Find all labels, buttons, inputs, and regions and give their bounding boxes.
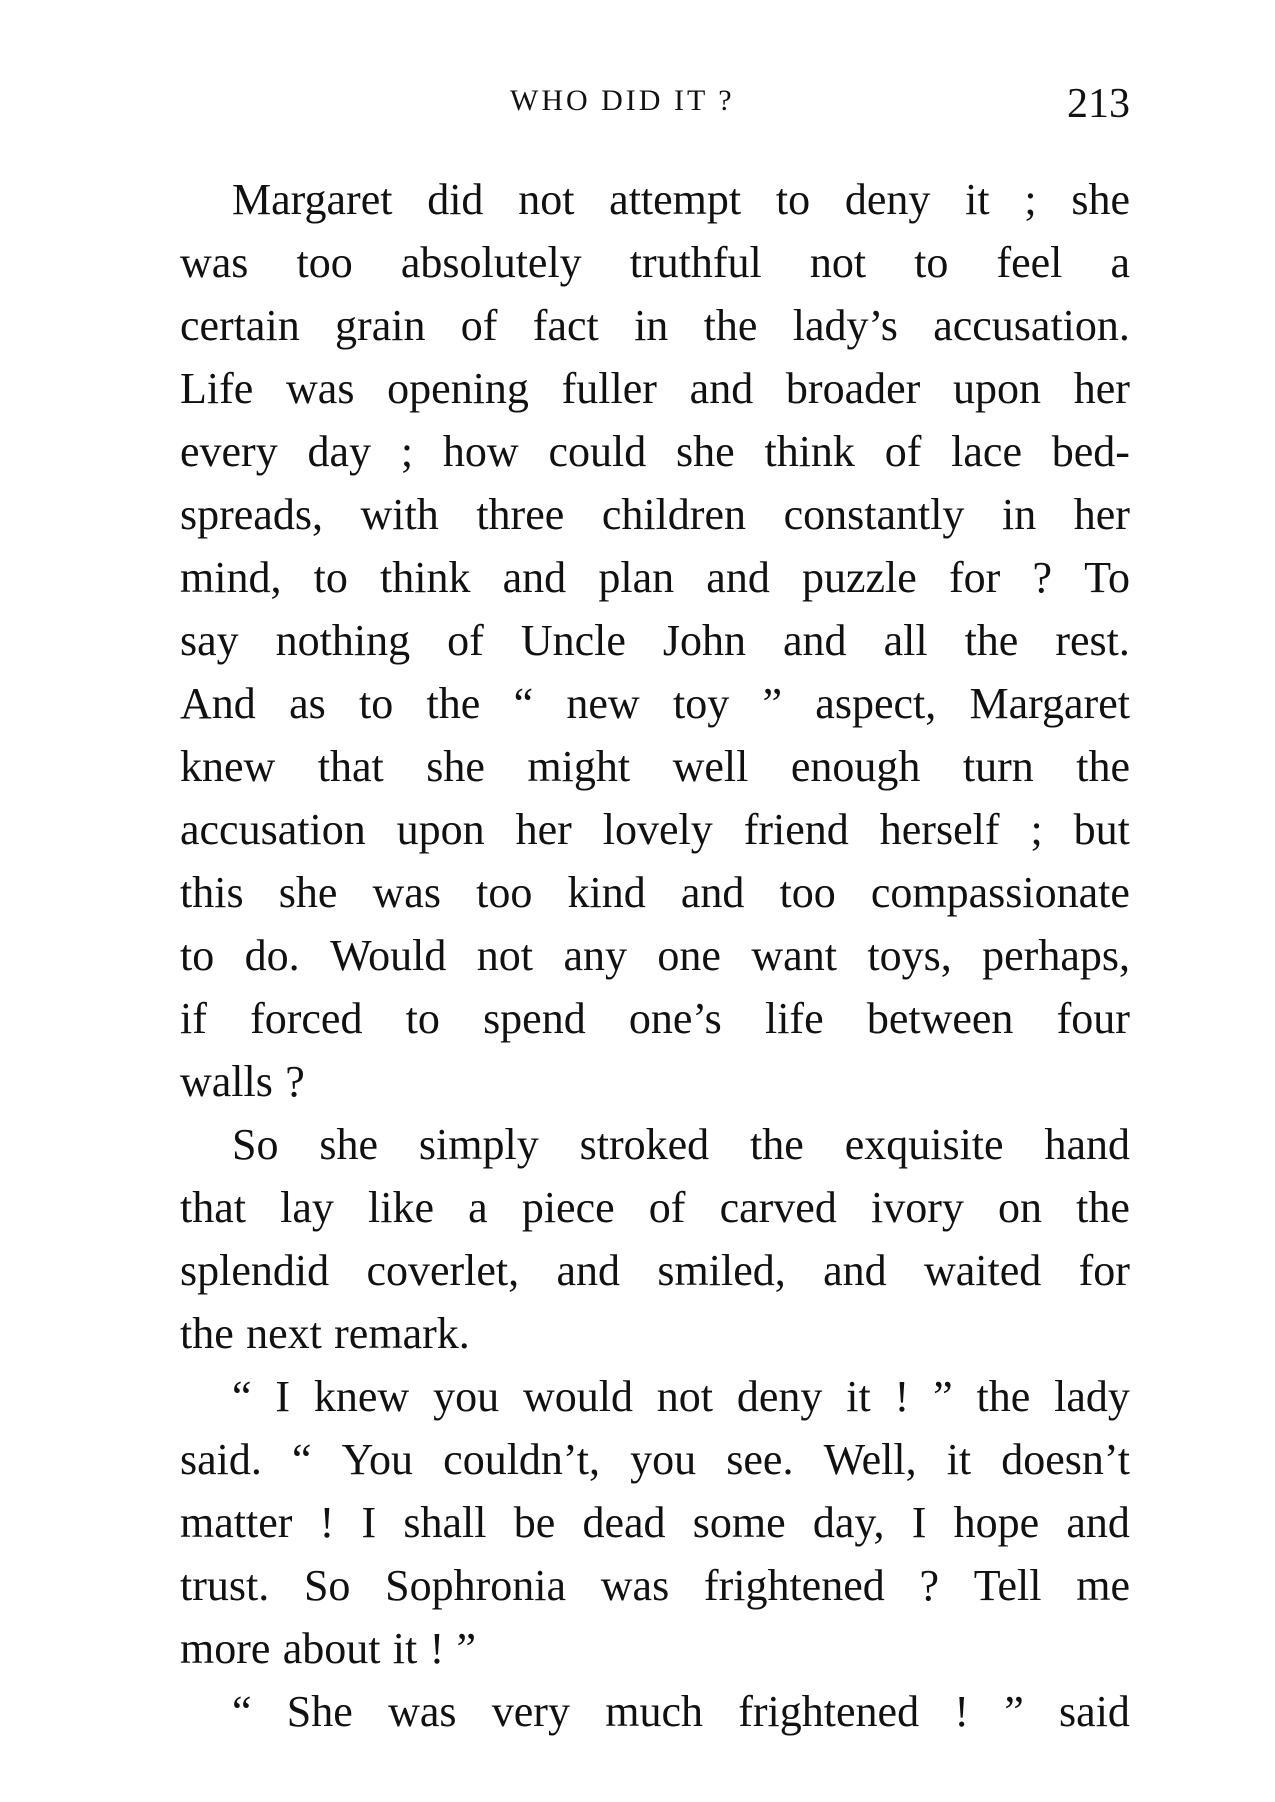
word: To	[1084, 553, 1130, 602]
word: I	[911, 1498, 927, 1547]
word: me	[1076, 1561, 1130, 1610]
word: hope	[953, 1498, 1040, 1547]
word: this	[180, 868, 244, 917]
word: a	[1110, 238, 1130, 287]
word: one’s	[628, 994, 722, 1043]
word: said.	[180, 1435, 262, 1484]
word: toy	[672, 679, 730, 728]
word: did	[427, 175, 484, 224]
word: So	[303, 1561, 351, 1610]
word: of	[648, 1183, 686, 1232]
word: one	[657, 931, 721, 980]
text-line	[180, 420, 1130, 483]
word: in	[1001, 490, 1037, 539]
word: knew	[180, 742, 276, 791]
word: accusation	[180, 805, 366, 854]
word: matter	[180, 1498, 293, 1547]
word: the	[180, 1309, 234, 1358]
word: lay	[280, 1183, 334, 1232]
word: but	[1073, 805, 1130, 854]
word: to	[359, 679, 394, 728]
word: and	[783, 616, 847, 665]
word: rest.	[1055, 616, 1130, 665]
word: like	[368, 1183, 435, 1232]
word: aspect,	[815, 679, 937, 728]
word: to	[914, 238, 949, 287]
text-line	[180, 798, 1130, 861]
word: too	[779, 868, 836, 917]
word: she	[319, 1120, 379, 1169]
word: not	[656, 1372, 714, 1421]
word: that	[180, 1183, 246, 1232]
word: more	[180, 1624, 271, 1673]
word: splendid	[180, 1246, 330, 1295]
word: the	[1076, 742, 1130, 791]
word: kind	[567, 868, 646, 917]
word: her	[515, 805, 572, 854]
word: ?	[285, 1057, 305, 1106]
body-text	[180, 168, 1130, 1743]
word: much	[605, 1687, 703, 1736]
word: carved	[719, 1183, 837, 1232]
word: was	[286, 364, 355, 413]
word: it	[392, 1624, 418, 1673]
word: truthful	[629, 238, 762, 287]
word: some	[692, 1498, 786, 1547]
word: And	[180, 679, 256, 728]
word: Life	[180, 364, 254, 413]
text-line	[180, 924, 1130, 987]
word: Sophronia	[385, 1561, 567, 1610]
word: you	[433, 1372, 500, 1421]
word: fuller	[561, 364, 657, 413]
word: think	[380, 553, 471, 602]
word: stroked	[579, 1120, 710, 1169]
word: Uncle	[520, 616, 626, 665]
word: think	[764, 427, 855, 476]
word: of	[447, 616, 484, 665]
text-line	[180, 168, 1130, 231]
word: bed-	[1051, 427, 1130, 476]
word: upon	[396, 805, 485, 854]
word: puzzle	[802, 553, 917, 602]
text-line	[180, 294, 1130, 357]
word: she	[676, 427, 735, 476]
word: in	[634, 301, 669, 350]
word: ?	[1032, 553, 1052, 602]
word: opening	[387, 364, 529, 413]
word: see.	[726, 1435, 794, 1484]
word: frightened	[703, 1561, 885, 1610]
word: upon	[953, 364, 1042, 413]
word: Well,	[823, 1435, 917, 1484]
word: “	[292, 1435, 312, 1484]
word: and	[706, 553, 770, 602]
word: waited	[924, 1246, 1042, 1295]
word: day	[307, 427, 372, 476]
word: “	[513, 679, 534, 728]
word: to	[405, 994, 440, 1043]
word: ”	[456, 1624, 477, 1673]
word: could	[548, 427, 647, 476]
word: every	[180, 427, 278, 476]
word: the	[964, 616, 1019, 665]
word: about	[282, 1624, 381, 1673]
running-title: WHO DID IT ?	[510, 84, 735, 117]
word: between	[866, 994, 1014, 1043]
word: day,	[812, 1498, 885, 1547]
word: exquisite	[844, 1120, 1004, 1169]
word: certain	[180, 301, 300, 350]
word: I	[361, 1498, 377, 1547]
word: too	[476, 868, 533, 917]
text-line	[180, 1365, 1130, 1428]
word: doesn’t	[1001, 1435, 1130, 1484]
word: might	[527, 742, 631, 791]
word: friend	[743, 805, 849, 854]
word: So	[232, 1120, 279, 1169]
word: very	[491, 1687, 570, 1736]
word: not	[809, 238, 867, 287]
word: with	[360, 490, 439, 539]
word: was	[600, 1561, 670, 1610]
text-line	[180, 672, 1130, 735]
word: plan	[598, 553, 675, 602]
text-line	[180, 1302, 1130, 1365]
word: that	[317, 742, 384, 791]
word: and	[502, 553, 567, 602]
word: attempt	[609, 175, 742, 224]
word: ”	[1004, 1687, 1024, 1736]
word: was	[388, 1687, 457, 1736]
word: well	[672, 742, 749, 791]
word: her	[1073, 490, 1130, 539]
word: smiled,	[657, 1246, 786, 1295]
word: she	[278, 868, 338, 917]
word: feel	[996, 238, 1063, 287]
word: if	[180, 994, 207, 1043]
text-line	[180, 231, 1130, 294]
text-line	[180, 735, 1130, 798]
word: ivory	[870, 1183, 964, 1232]
word: fact	[532, 301, 599, 350]
word: deny	[736, 1372, 823, 1421]
word: Tell	[973, 1561, 1042, 1610]
word: be	[513, 1498, 556, 1547]
word: the	[1076, 1183, 1130, 1232]
word: dead	[582, 1498, 666, 1547]
word: as	[289, 679, 326, 728]
word: “	[232, 1687, 252, 1736]
word: next	[246, 1309, 322, 1358]
text-line	[180, 483, 1130, 546]
word: frightened	[738, 1687, 920, 1736]
word: I	[275, 1372, 291, 1421]
word: want	[751, 931, 837, 980]
word: the	[976, 1372, 1031, 1421]
word: piece	[521, 1183, 615, 1232]
text-line	[180, 1239, 1130, 1302]
text-line	[180, 1050, 1130, 1113]
word: mind,	[180, 553, 282, 602]
word: all	[883, 616, 928, 665]
word: accusation.	[933, 301, 1130, 350]
word: forced	[250, 994, 363, 1043]
text-line	[180, 1617, 1130, 1680]
word: ;	[1030, 805, 1043, 854]
word: the	[750, 1120, 804, 1169]
word: too	[296, 238, 353, 287]
word: said	[1059, 1687, 1130, 1736]
word: nothing	[275, 616, 411, 665]
text-line	[180, 1491, 1130, 1554]
text-line	[180, 1113, 1130, 1176]
word: not	[476, 931, 534, 980]
word: couldn’t,	[443, 1435, 601, 1484]
word: on	[998, 1183, 1042, 1232]
word: for	[948, 553, 1001, 602]
word: coverlet,	[366, 1246, 520, 1295]
word: say	[180, 616, 239, 665]
word: it	[846, 1372, 871, 1421]
word: and	[1066, 1498, 1130, 1547]
text-line	[180, 861, 1130, 924]
word: spreads,	[180, 490, 323, 539]
word: She	[286, 1687, 353, 1736]
word: was	[372, 868, 441, 917]
word: life	[764, 994, 824, 1043]
word: any	[563, 931, 627, 980]
text-line	[180, 357, 1130, 420]
word: ;	[1024, 175, 1037, 224]
word: the	[426, 679, 481, 728]
word: was	[180, 238, 249, 287]
word: broader	[785, 364, 921, 413]
word: lady	[1054, 1372, 1130, 1421]
word: to	[775, 175, 811, 224]
text-line	[180, 546, 1130, 609]
word: a	[468, 1183, 488, 1232]
word: she	[1071, 175, 1130, 224]
word: !	[429, 1624, 445, 1673]
word: of	[884, 427, 922, 476]
word: shall	[403, 1498, 487, 1547]
word: !	[319, 1498, 335, 1547]
text-line	[180, 987, 1130, 1050]
word: absolutely	[400, 238, 582, 287]
word: new	[566, 679, 640, 728]
word: lace	[951, 427, 1022, 476]
word: and	[680, 868, 745, 917]
word: how	[442, 427, 519, 476]
word: it	[946, 1435, 972, 1484]
word: and	[556, 1246, 621, 1295]
word: ”	[762, 679, 783, 728]
word: herself	[879, 805, 1000, 854]
word: knew	[313, 1372, 410, 1421]
word: not	[518, 175, 575, 224]
word: of	[460, 301, 498, 350]
text-line	[180, 1428, 1130, 1491]
word: toys,	[867, 931, 952, 980]
word: do.	[244, 931, 300, 980]
word: !	[954, 1687, 969, 1736]
word: You	[341, 1435, 414, 1484]
word: Would	[330, 931, 447, 980]
word: trust.	[180, 1561, 270, 1610]
text-line	[180, 609, 1130, 672]
word: grain	[335, 301, 426, 350]
word: ”	[933, 1372, 953, 1421]
word: simply	[418, 1120, 539, 1169]
word: “	[232, 1372, 252, 1421]
word: turn	[962, 742, 1034, 791]
word: and	[689, 364, 754, 413]
word: lady’s	[792, 301, 898, 350]
word: she	[426, 742, 485, 791]
word: enough	[790, 742, 921, 791]
word: to	[180, 931, 215, 980]
word: and	[823, 1246, 887, 1295]
page-number: 213	[1067, 81, 1130, 127]
word: Margaret	[969, 679, 1130, 728]
word: you	[630, 1435, 697, 1484]
text-line	[180, 1680, 1130, 1743]
word: ;	[400, 427, 414, 476]
word: would	[522, 1372, 633, 1421]
word: children	[601, 490, 746, 539]
text-line	[180, 1554, 1130, 1617]
word: deny	[844, 175, 931, 224]
word: perhaps,	[982, 931, 1130, 980]
word: Margaret	[232, 175, 393, 224]
word: lovely	[602, 805, 713, 854]
word: constantly	[783, 490, 965, 539]
word: three	[476, 490, 565, 539]
word: it	[965, 175, 990, 224]
word: walls	[180, 1057, 273, 1106]
page-header	[180, 80, 1130, 140]
word: !	[894, 1372, 910, 1421]
word: four	[1056, 994, 1130, 1043]
word: her	[1073, 364, 1130, 413]
word: ?	[919, 1561, 939, 1610]
word: John	[662, 616, 747, 665]
word: compassionate	[870, 868, 1130, 917]
word: the	[703, 301, 758, 350]
word: hand	[1044, 1120, 1130, 1169]
word: remark.	[334, 1309, 470, 1358]
word: for	[1078, 1246, 1130, 1295]
word: spend	[483, 994, 586, 1043]
text-line	[180, 1176, 1130, 1239]
word: to	[313, 553, 348, 602]
